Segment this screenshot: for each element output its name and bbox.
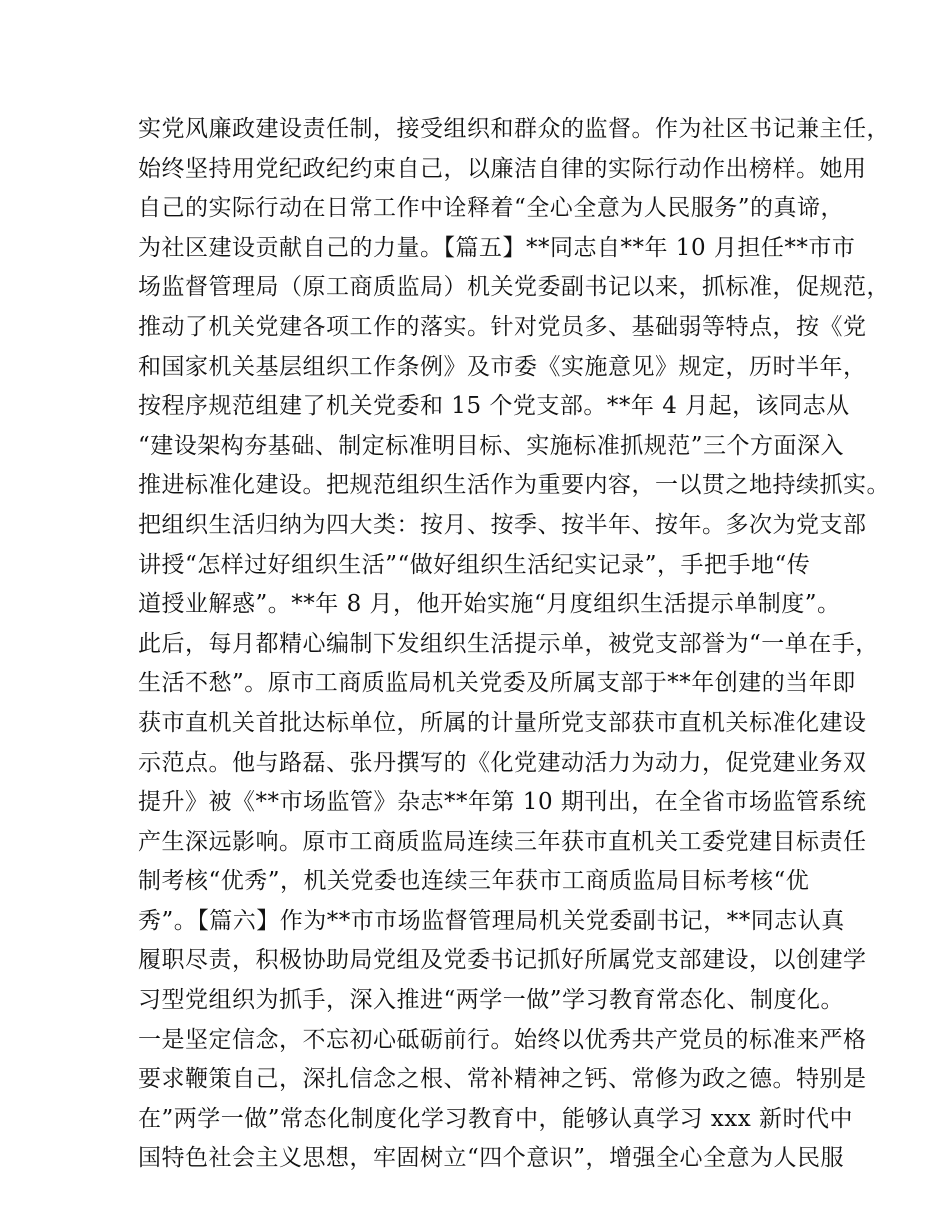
text-line: 履职尽责，积极协助局党组及党委书记抓好所属党支部建设，以创建学 [138,947,867,974]
text-line: “建设架构夯基础、制定标准明目标、实施标准抓规范”三个方面深入 [138,432,845,459]
text-line: 在”两学一做”常态化制度化学习教育中，能够认真学习 xxx 新时代中 [138,1105,854,1132]
text-line: 一是坚定信念，不忘初心砥砺前行。始终以优秀共产党员的标准来严格 [138,1026,867,1053]
text-line: 生活不愁”。原市工商质监局机关党委及所属支部于**年创建的当年即 [138,670,856,697]
text-line: 要求鞭策自己，深扎信念之根、常补精神之钙、常修为政之德。特别是 [138,1066,867,1093]
text-line: 国特色社会主义思想，牢固树立“四个意识”，增强全心全意为人民服 [138,1145,845,1172]
text-line: 提升》被《**市场监管》杂志**年第 10 期刊出，在全省市场监管系统 [138,789,867,816]
text-line: 获市直机关首批达标单位，所属的计量所党支部获市直机关标准化建设 [138,709,867,736]
text-line: 自己的实际行动在日常工作中诠释着“全心全意为人民服务”的真谛， [138,195,845,222]
text-line: 实党风廉政建设责任制，接受组织和群众的监督。作为社区书记兼主任， [138,116,890,142]
text-line: 为社区建设贡献自己的力量。【篇五】**同志自**年 10 月担任**市市 [138,234,856,261]
text-line: 场监督管理局（原工商质监局）机关党委副书记以来，抓标准，促规范， [138,274,890,301]
body-text [138,110,890,1179]
text-line: 产生深远影响。原市工商质监局连续三年获市直机关工委党建目标责任 [138,828,867,855]
text-line: 示范点。他与路磊、张丹撰写的《化党建动活力为动力，促党建业务双 [138,749,867,776]
text-line: 此后，每月都精心编制下发组织生活提示单，被党支部誉为“一单在手， [138,630,879,657]
text-line: 推动了机关党建各项工作的落实。针对党员多、基础弱等特点，按《党 [138,313,867,340]
text-line: 讲授“怎样过好组织生活”“做好组织生活纪实记录”，手把手地“传 [138,551,811,578]
text-line: 推进标准化建设。把规范组织生活作为重要内容，一以贯之地持续抓实。 [138,472,890,499]
text-line: 道授业解惑”。**年 8 月，他开始实施“月度组织生活提示单制度”。 [138,591,841,618]
text-line: 按程序规范组建了机关党委和 15 个党支部。**年 4 月起，该同志从 [138,393,850,420]
text-line: 习型党组织为抓手，深入推进“两学一做”学习教育常态化、制度化。 [138,987,845,1014]
text-line: 制考核“优秀”，机关党委也连续三年获市工商质监局目标考核“优 [138,868,810,895]
text-line: 秀”。【篇六】作为**市市场监督管理局机关党委副书记，**同志认真 [138,907,845,934]
text-line: 始终坚持用党纪政纪约束自己，以廉洁自律的实际行动作出榜样。她用 [138,155,867,182]
text-line: 把组织生活归纳为四大类：按月、按季、按半年、按年。多次为党支部 [138,511,867,538]
text-line: 和国家机关基层组织工作条例》及市委《实施意见》规定，历时半年， [138,353,867,380]
